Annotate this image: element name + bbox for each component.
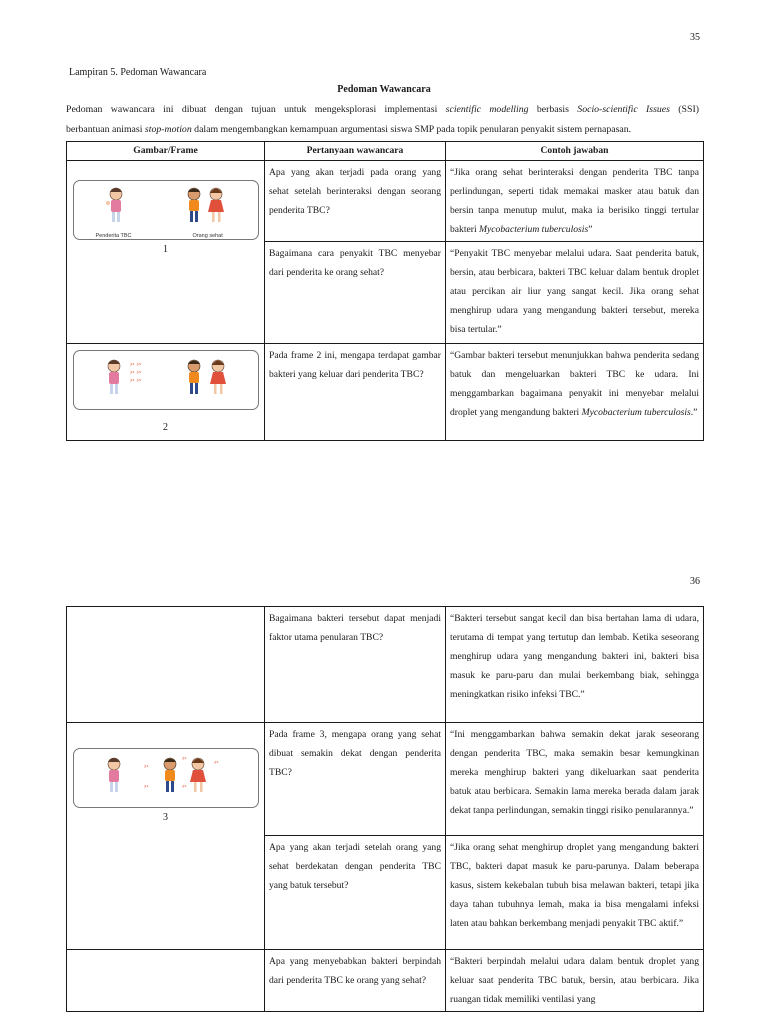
question-cell: Apa yang akan terjadi pada orang yang sehat setelah berinteraksi dengan seorang penderita TBC? xyxy=(265,161,446,242)
intro-italic: scientific modelling xyxy=(445,104,529,115)
intro-text: dalam mengembangkan kemampuan argumentasi siswa SMP pada topik penularan penyakit sistem pernapasan. xyxy=(191,124,632,135)
answer-cell xyxy=(446,161,704,242)
answer-italic: Mycobacterium tuberculosis xyxy=(581,407,691,418)
svg-text:ᶾˢ: ᶾˢ xyxy=(181,756,187,763)
intro-text: (SSI) xyxy=(669,104,699,115)
question-cell: Pada frame 3, mengapa orang yang sehat dibuat semakin dekat dengan penderita TBC? xyxy=(265,723,446,836)
caption-healthy: Orang sehat xyxy=(192,233,223,239)
question-cell: Pada frame 2 ini, mengapa terdapat gambar bakteri yang keluar dari penderita TBC? xyxy=(265,344,446,441)
question-cell: Bagaimana cara penyakit TBC menyebar dari penderita ke orang sehat? xyxy=(265,242,446,344)
answer-cell: “Penyakit TBC menyebar melalui udara. Saat penderita batuk, bersin, atau berbicara, bakteri TBC keluar dalam bentuk droplet atau percikan air liur yang sangat kecil. Jika orang sehat menghirup udara yang mengandung bakteri tersebut, mereka bisa tertular.” xyxy=(446,242,704,344)
document-title: Pedoman Wawancara xyxy=(337,84,431,95)
frame-cell-3 xyxy=(67,723,265,950)
frame-cell-2 xyxy=(67,344,265,441)
healthy-child-girl xyxy=(210,360,226,394)
sick-child xyxy=(108,758,120,792)
question-cell: Apa yang akan terjadi setelah orang yang sehat berdekatan dengan penderita TBC yang batuk tersebut? xyxy=(265,836,446,950)
caption-sick: Penderita TBC xyxy=(95,233,132,239)
frame-label-2: 2 xyxy=(163,422,168,433)
interview-table-page2 xyxy=(66,606,704,1012)
healthy-child-boy xyxy=(188,188,200,222)
intro-text: Pedoman wawancara ini dibuat dengan tujuan untuk mengeksplorasi implementasi xyxy=(66,104,446,115)
frame-cell-1 xyxy=(67,161,265,344)
intro-paragraph xyxy=(66,100,699,140)
page-number: 36 xyxy=(690,576,700,587)
frame-3-illustration xyxy=(74,749,258,807)
healthy-child-boy xyxy=(164,758,176,792)
question-cell: Bagaimana bakteri tersebut dapat menjadi faktor utama penularan TBC? xyxy=(265,607,446,723)
page-number: 35 xyxy=(690,32,700,43)
answer-cell: “Bakteri berpindah melalui udara dalam bentuk droplet yang keluar saat penderita TBC batuk, bersin, atau berbicara. Jika ruangan tidak memiliki ventilasi yang xyxy=(446,950,704,1012)
appendix-label: Lampiran 5. Pedoman Wawancara xyxy=(69,67,207,78)
frame-label-1: 1 xyxy=(163,244,168,255)
healthy-child-boy xyxy=(188,360,200,394)
frame-2-illustration xyxy=(74,351,258,409)
healthy-child-girl xyxy=(190,758,206,792)
answer-text: .” xyxy=(690,407,698,418)
answer-italic: Mycobacterium tuberculosis xyxy=(479,224,589,235)
header-question: Pertanyaan wawancara xyxy=(265,142,446,161)
header-answer: Contoh jawaban xyxy=(446,142,704,161)
svg-text:ᶾˢ ᶾˢ: ᶾˢ ᶾˢ xyxy=(129,378,141,385)
healthy-child-girl xyxy=(208,188,224,222)
answer-text: ” xyxy=(588,224,593,235)
frame-2-image xyxy=(73,350,259,410)
svg-text:ᶾˢ: ᶾˢ xyxy=(143,764,149,771)
interview-table-page1 xyxy=(66,141,704,441)
answer-cell: “Jika orang sehat menghirup droplet yang mengandung bakteri TBC, bakteri dapat masuk ke paru-parunya. Dalam beberapa kasus, sistem kekebalan tubuh bisa melawan bakteri, tetapi jika daya tahan tubuhnya lemah, maka ia bisa mengalami infeksi laten atau bahkan berkembang menjadi penyakit TBC aktif.” xyxy=(446,836,704,950)
answer-text: “Jika orang sehat berinteraksi dengan penderita TBC tanpa perlindungan, seperti tidak memakai masker atau batuk dan bersin tanpa menutup mulut, maka ia berisiko tinggi tertular bakteri xyxy=(450,167,699,235)
intro-text: berbantuan animasi xyxy=(66,124,145,135)
frame-3-image xyxy=(73,748,259,808)
frame-label-3: 3 xyxy=(163,812,168,823)
header-image: Gambar/Frame xyxy=(67,142,265,161)
svg-text:ᶾˢ ᶾˢ: ᶾˢ ᶾˢ xyxy=(129,370,141,377)
answer-text: “Gambar bakteri tersebut menunjukkan bahwa penderita sedang batuk dan mengeluarkan bakteri TBC ke udara. Ini menggambarkan bagaimana penyakit ini menyebar melalui droplet yang mengandung bakteri xyxy=(450,350,699,418)
frame-1-image xyxy=(73,180,259,240)
bacteria-icons xyxy=(130,362,141,385)
answer-cell: “Ini menggambarkan bahwa semakin dekat jarak seseorang dengan penderita TBC, maka semakin besar kemungkinan mereka menghirup bakteri yang dikeluarkan saat penderita batuk atau berbicara. Semakin lama mereka berada dalam jarak dekat tanpa perlindungan, semakin tinggi risiko penularannya.” xyxy=(446,723,704,836)
question-cell: Apa yang menyebabkan bakteri berpindah dari penderita TBC ke orang yang sehat? xyxy=(265,950,446,1012)
intro-italic: Socio-scientific Issues xyxy=(577,104,670,115)
empty-frame-cell xyxy=(67,950,265,1012)
svg-text:ᶾˢ: ᶾˢ xyxy=(213,760,219,767)
bacteria-icons xyxy=(144,756,219,791)
svg-text:ᶾˢ: ᶾˢ xyxy=(181,784,187,791)
answer-cell xyxy=(446,344,704,441)
sick-child xyxy=(106,188,122,222)
intro-italic: stop-motion xyxy=(144,124,192,135)
svg-text:ᶾˢ ᶾˢ: ᶾˢ ᶾˢ xyxy=(129,362,141,369)
answer-cell: “Bakteri tersebut sangat kecil dan bisa bertahan lama di udara, terutama di tempat yang tertutup dan lembab. Ketika seseorang menghirup udara yang mengandung bakteri ini, bakteri bisa masuk ke paru-paru dan mulai berkembang biak, sehingga meningkatkan risiko infeksi TBC.” xyxy=(446,607,704,723)
sick-child xyxy=(108,360,120,394)
svg-text:ᶾˢ: ᶾˢ xyxy=(143,784,149,791)
intro-text: berbasis xyxy=(528,104,578,115)
empty-frame-cell xyxy=(67,607,265,723)
